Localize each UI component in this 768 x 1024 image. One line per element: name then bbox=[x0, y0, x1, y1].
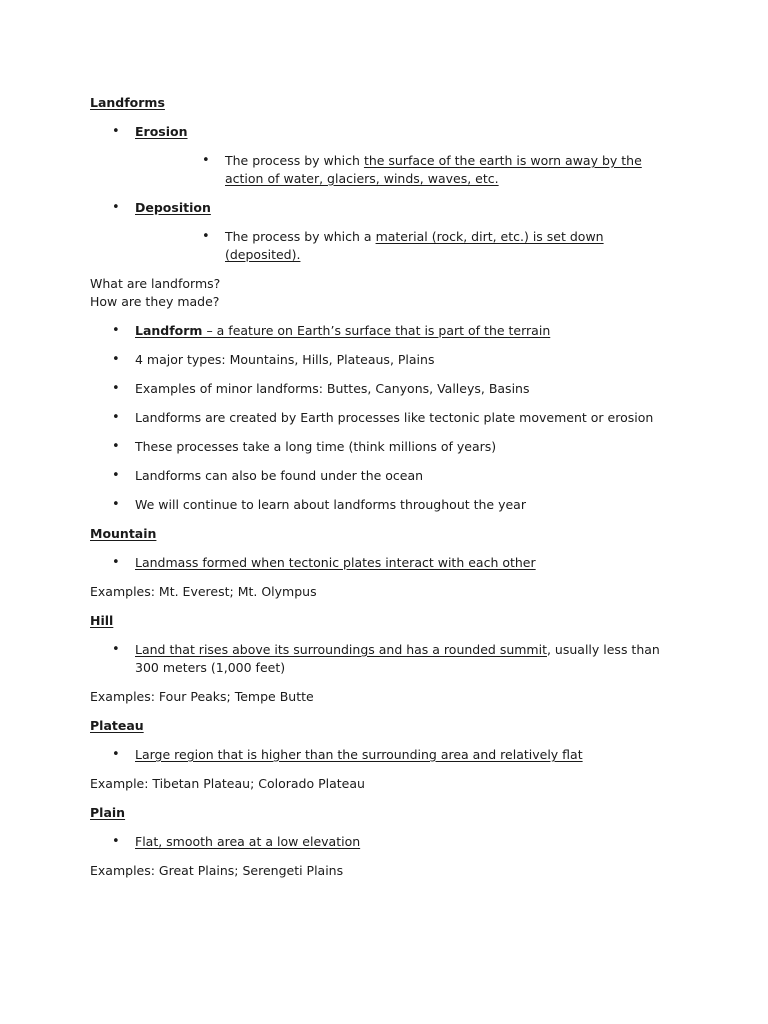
plateau-list bbox=[90, 746, 680, 764]
overview-list bbox=[90, 322, 680, 514]
bullet-icon: • bbox=[112, 410, 120, 425]
bullet-icon: • bbox=[112, 439, 120, 454]
doc-title bbox=[90, 94, 680, 112]
erosion-item bbox=[90, 123, 680, 141]
mountain-def: Landmass formed when tectonic plates interact with each other bbox=[135, 555, 536, 570]
hill-def-underlined: Land that rises above its surroundings and has a rounded summit bbox=[135, 642, 547, 657]
plain-heading-text: Plain bbox=[90, 805, 126, 820]
plateau-examples: Example: Tibetan Plateau; Colorado Plateau bbox=[90, 776, 365, 791]
overview-point-text: Examples of minor landforms: Buttes, Canyons, Valleys, Basins bbox=[135, 381, 530, 396]
mountain-definition bbox=[90, 554, 680, 572]
deposition-list bbox=[90, 199, 680, 217]
landform-term: Landform bbox=[135, 323, 203, 338]
deposition-definition bbox=[90, 228, 680, 264]
overview-point bbox=[90, 409, 680, 427]
plain-examples: Examples: Great Plains; Serengeti Plains bbox=[90, 863, 344, 878]
overview-point bbox=[90, 467, 680, 485]
overview-point-text: We will continue to learn about landforms throughout the year bbox=[135, 497, 526, 512]
plateau-heading bbox=[90, 717, 680, 735]
erosion-term: Erosion bbox=[135, 124, 188, 139]
landform-definition bbox=[90, 322, 680, 340]
question-2: How are they made? bbox=[90, 294, 220, 309]
bullet-icon: • bbox=[112, 642, 120, 657]
overview-point-text: These processes take a long time (think millions of years) bbox=[135, 439, 497, 454]
hill-def-rest: , usually less than 300 meters (1,000 feet) bbox=[135, 642, 660, 675]
document-page bbox=[90, 94, 680, 891]
erosion-definition bbox=[90, 152, 680, 188]
question-1: What are landforms? bbox=[90, 276, 221, 291]
hill-definition bbox=[90, 641, 680, 677]
bullet-icon: • bbox=[112, 747, 120, 762]
deposition-def-underlined: material (rock, dirt, etc.) is set down (deposited). bbox=[225, 229, 604, 262]
deposition-def-list bbox=[90, 228, 680, 264]
overview-point-text: Landforms can also be found under the ocean bbox=[135, 468, 424, 483]
bullet-icon: • bbox=[202, 153, 210, 168]
mountain-heading-text: Mountain bbox=[90, 526, 157, 541]
plain-def: Flat, smooth area at a low elevation bbox=[135, 834, 361, 849]
bullet-icon: • bbox=[112, 352, 120, 367]
overview-point bbox=[90, 438, 680, 456]
bullet-icon: • bbox=[112, 468, 120, 483]
bullet-icon: • bbox=[112, 834, 120, 849]
bullet-icon: • bbox=[202, 229, 210, 244]
erosion-def-prefix: The process by which bbox=[225, 153, 364, 168]
hill-examples: Examples: Four Peaks; Tempe Butte bbox=[90, 689, 314, 704]
overview-point bbox=[90, 496, 680, 514]
erosion-list bbox=[90, 123, 680, 141]
overview-point bbox=[90, 351, 680, 369]
plain-list bbox=[90, 833, 680, 851]
plain-definition bbox=[90, 833, 680, 851]
plateau-definition bbox=[90, 746, 680, 764]
overview-point bbox=[90, 380, 680, 398]
bullet-icon: • bbox=[112, 200, 120, 215]
hill-list bbox=[90, 641, 680, 677]
bullet-icon: • bbox=[112, 323, 120, 338]
plateau-def: Large region that is higher than the surrounding area and relatively flat bbox=[135, 747, 583, 762]
erosion-def-list bbox=[90, 152, 680, 188]
landform-def: – a feature on Earth’s surface that is part of the terrain bbox=[202, 323, 551, 338]
title-text: Landforms bbox=[90, 95, 165, 110]
plateau-heading-text: Plateau bbox=[90, 718, 144, 733]
bullet-icon: • bbox=[112, 124, 120, 139]
deposition-def-prefix: The process by which a bbox=[225, 229, 376, 244]
plain-heading bbox=[90, 804, 680, 822]
mountain-list bbox=[90, 554, 680, 572]
overview-point-text: Landforms are created by Earth processes like tectonic plate movement or erosion bbox=[135, 410, 654, 425]
mountain-examples: Examples: Mt. Everest; Mt. Olympus bbox=[90, 584, 317, 599]
deposition-item bbox=[90, 199, 680, 217]
mountain-heading bbox=[90, 525, 680, 543]
erosion-def-underlined: the surface of the earth is worn away by the action of water, glaciers, winds, waves, etc. bbox=[225, 153, 642, 186]
bullet-icon: • bbox=[112, 497, 120, 512]
overview-point-text: 4 major types: Mountains, Hills, Plateaus, Plains bbox=[135, 352, 435, 367]
hill-heading bbox=[90, 612, 680, 630]
deposition-term: Deposition bbox=[135, 200, 211, 215]
bullet-icon: • bbox=[112, 381, 120, 396]
hill-heading-text: Hill bbox=[90, 613, 114, 628]
questions bbox=[90, 275, 680, 311]
bullet-icon: • bbox=[112, 555, 120, 570]
